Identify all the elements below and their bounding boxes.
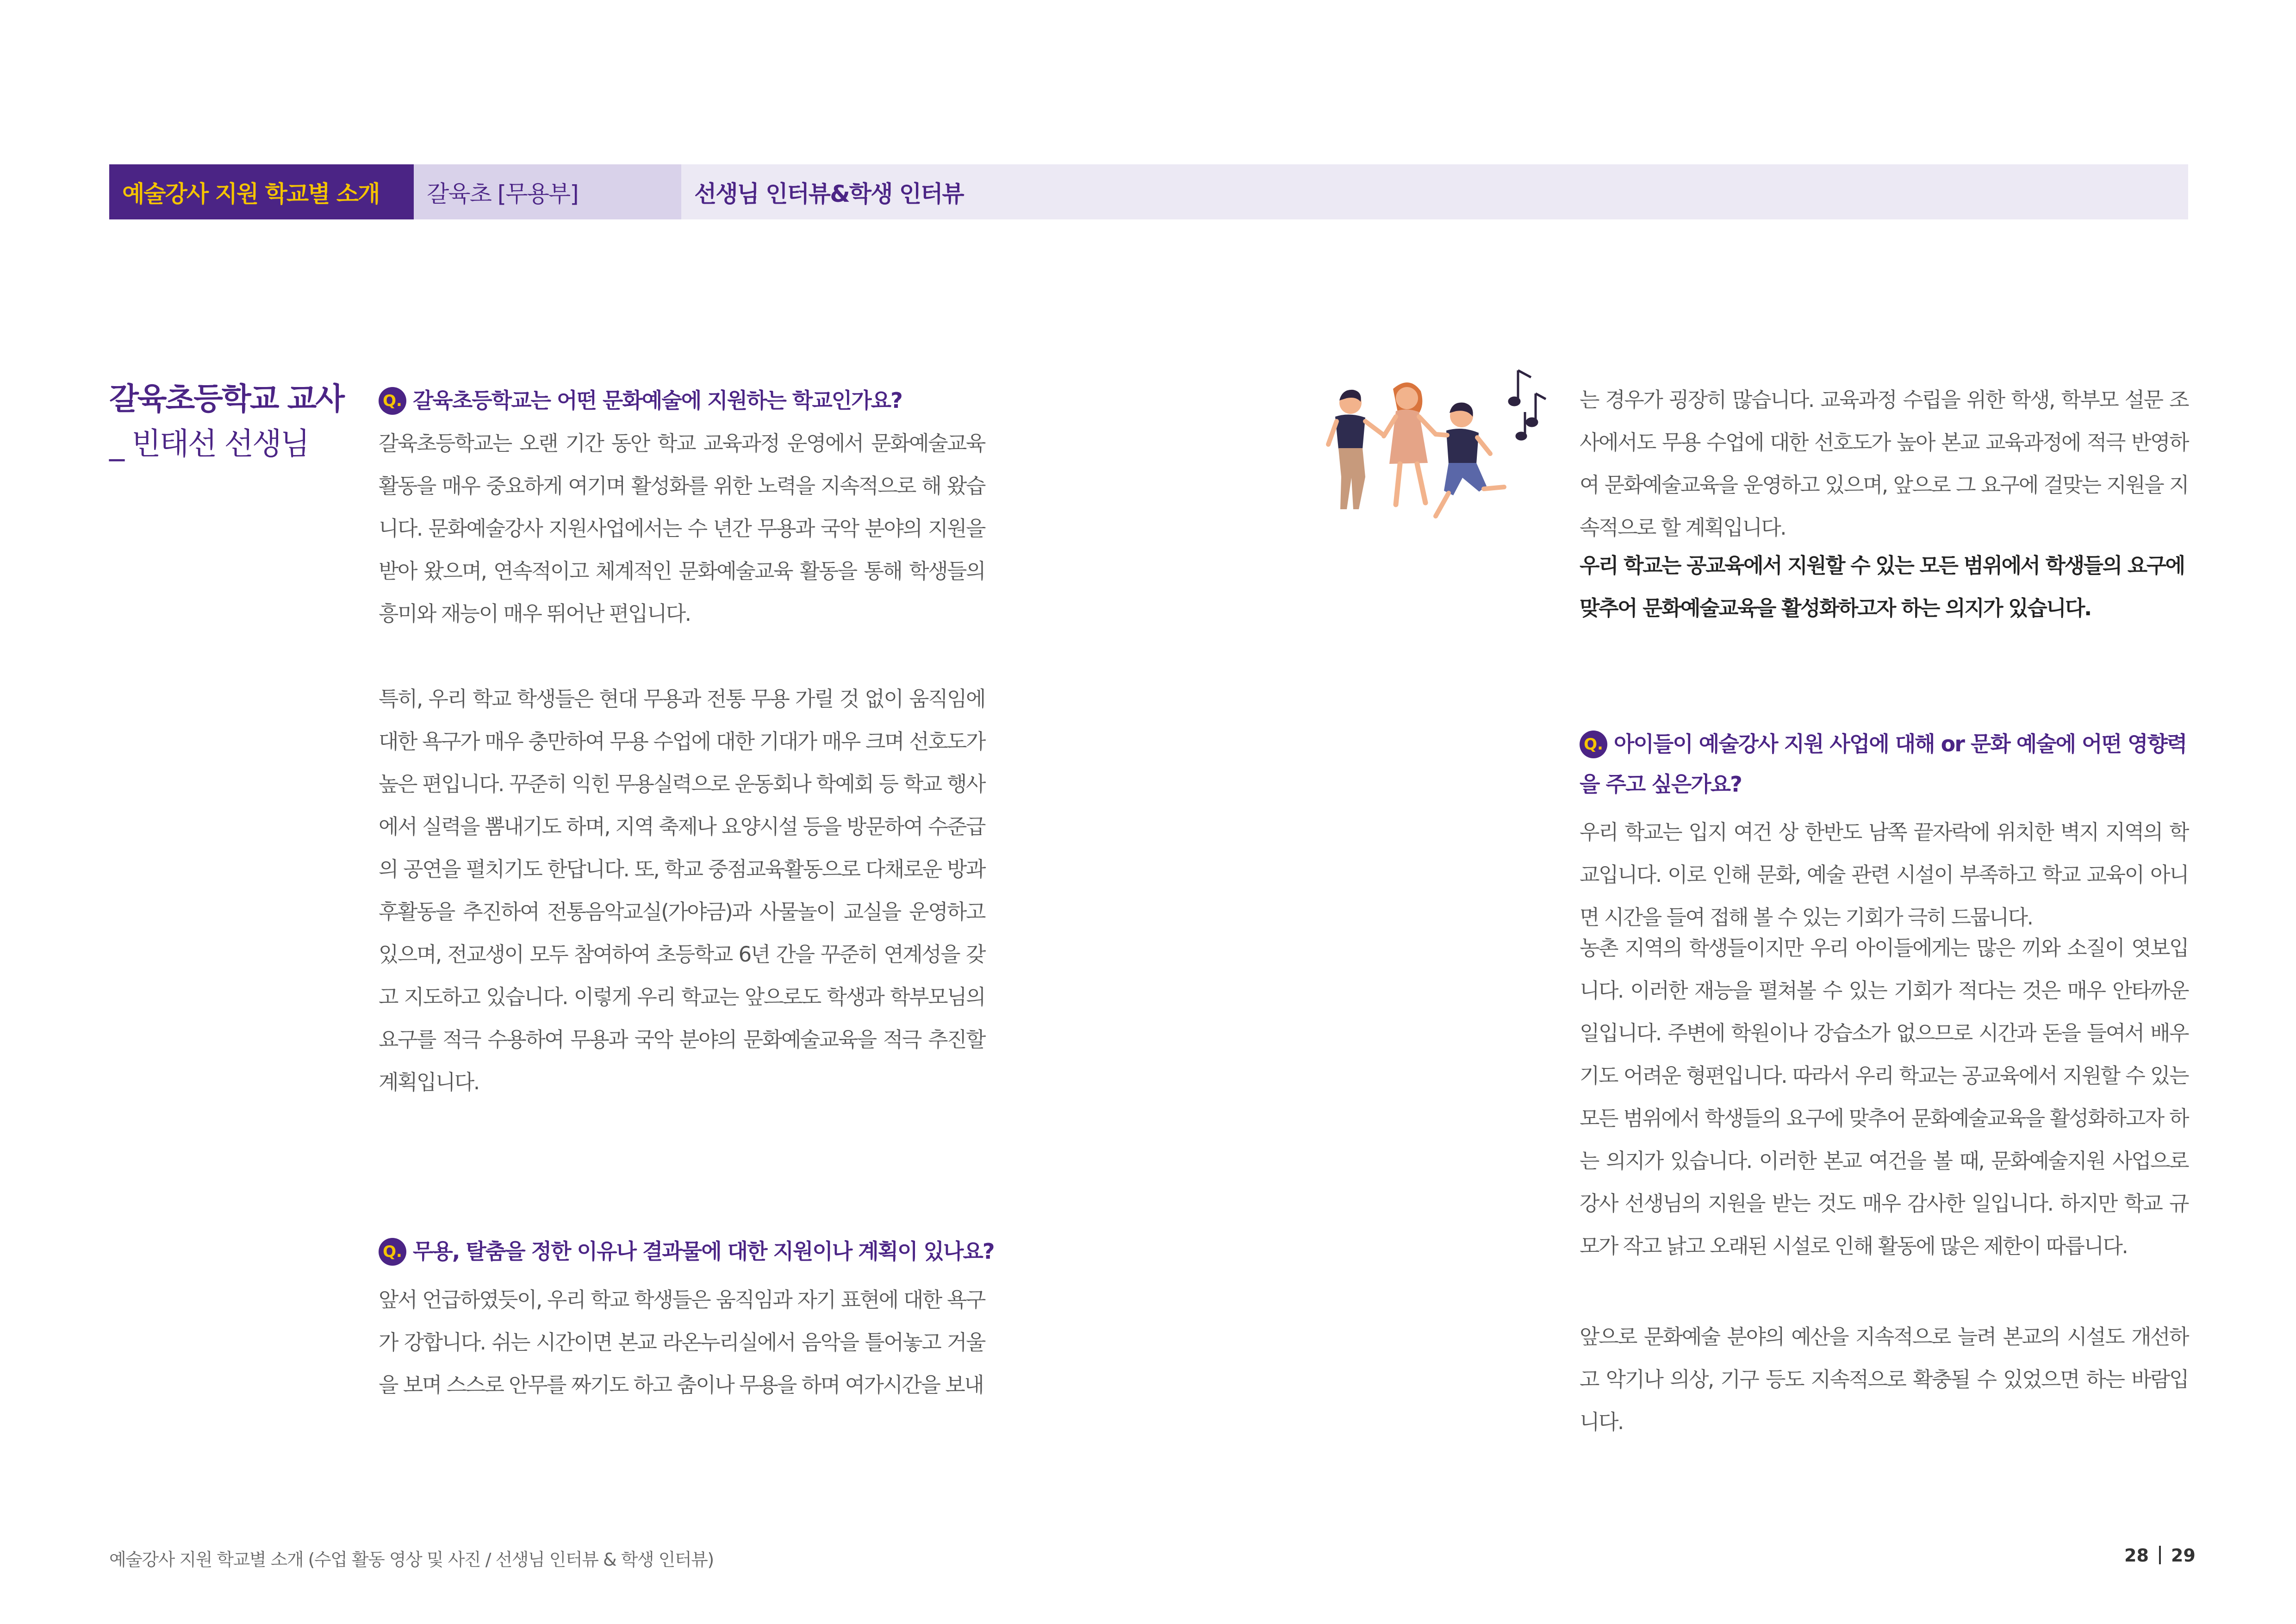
page-title: 갈육초등학교 교사: [109, 381, 344, 417]
question-1-heading: Q. 갈육초등학교는 어떤 문화예술에 지원하는 학교인가요?: [379, 381, 994, 421]
header-topic-label: 선생님 인터뷰&학생 인터뷰: [681, 164, 2188, 219]
page-number-left: 28: [2124, 1545, 2149, 1566]
question-2-heading: Q. 무용, 탈춤을 정한 이유나 결과물에 대한 지원이나 계획이 있나요?: [379, 1231, 994, 1272]
question-2-answer-continuation: 는 경우가 굉장히 많습니다. 교육과정 수립을 위한 학생, 학부모 설문 조사에서도 무용 수업에 대한 선호도가 높아 본교 교육과정에 적극 반영하여 문화예술교육을 운영하고 있으며, 앞으로 그 요구에 걸맞는 지원을 지속적으로 할 계획입니다.: [1580, 387, 2188, 540]
question-1-answer-paragraph-2: 특히, 우리 학교 학생들은 현대 무용과 전통 무용 가릴 것 없이 움직임에 대한 욕구가 매우 충만하여 무용 수업에 대한 기대가 매우 크며 선호도가 높은 편입니다. 꾸준히 익힌 무용실력으로 운동회나 학예회 등 학교 행사에서 실력을 뽐내기도 하며, 지역 축제나 요양시설 등을 방문하여 수준급의 공연을 펼치기도 한답니다. 또, 학교 중점교육활동으로 다채로운 방과후활동을 추진하여 전통음악교실(가야금)과 사물놀이 교실을 운영하고 있으며, 전교생이 모두 참여하여 초등학교 6년 간을 꾸준히 연계성을 갖고 지도하고 있습니다. 이렇게 우리 학교는 앞으로도 학생과 학부모님의 요구를 적극 수용하여 무용과 국악 분야의 문화예술교육을 적극 추진할 계획입니다.: [379, 687, 985, 1094]
child-right: [1436, 402, 1504, 516]
page-number-right: 29: [2171, 1545, 2196, 1566]
header-section-label: 예술강사 지원 학교별 소개: [109, 164, 414, 219]
footer-caption: 예술강사 지원 학교별 소개 (수업 활동 영상 및 사진 / 선생님 인터뷰 & 학생 인터뷰): [109, 1549, 714, 1570]
dancing-children-icon: [1314, 356, 1555, 523]
page-separator: [2159, 1546, 2161, 1564]
question-3-heading: Q. 아이들이 예술강사 지원 사업에 대해 or 문화 예술에 어떤 영향력을 주고 싶은가요?: [1580, 731, 2187, 797]
music-note-icon: [1509, 370, 1546, 439]
question-3-answer-paragraph-3: 앞으로 문화예술 분야의 예산을 지속적으로 늘려 본교의 시설도 개선하고 악기나 의상, 기구 등도 지속적으로 확충될 수 있었으면 하는 바람입니다.: [1580, 1324, 2188, 1434]
question-2-answer-paragraph-1: 앞서 언급하였듯이, 우리 학교 학생들은 움직임과 자기 표현에 대한 욕구가 강합니다. 쉬는 시간이면 본교 라온누리실에서 음악을 틀어놓고 거울을 보며 스스로 안무를 짜기도 하고 춤이나 무용을 하며 여가시간을 보내: [379, 1287, 985, 1397]
question-3-answer-paragraph-1: 우리 학교는 입지 여건 상 한반도 남쪽 끝자락에 위치한 벽지 지역의 학교입니다. 이로 인해 문화, 예술 관련 시설이 부족하고 학교 교육이 아니면 시간을 들여 접해 볼 수 있는 기회가 극히 드뭅니다.: [1580, 820, 2188, 930]
child-left: [1328, 390, 1384, 509]
question-3-answer-paragraph-2: 농촌 지역의 학생들이지만 우리 아이들에게는 많은 끼와 소질이 엿보입니다. 이러한 재능을 펼쳐볼 수 있는 기회가 적다는 것은 매우 안타까운 일입니다. 주변에 학원이나 강습소가 없으므로 시간과 돈을 들여서 배우기도 어려운 형편입니다. 따라서 우리 학교는 공교육에서 지원할 수 있는 모든 범위에서 학생들의 요구에 맞추어 문화예술교육을 활성화하고자 하는 의지가 있습니다. 이러한 본교 여건을 볼 때, 문화예술지원 사업으로 강사 선생님의 지원을 받는 것도 매우 감사한 일입니다. 하지만 학교 규모가 작고 낡고 오래된 시설로 인해 활동에 많은 제한이 따릅니다.: [1580, 936, 2188, 1258]
q-badge-icon: Q.: [379, 387, 406, 415]
page-subtitle: _ 빈태선 선생님: [109, 426, 309, 462]
question-1-answer-paragraph-1: 갈육초등학교는 오랜 기간 동안 학교 교육과정 운영에서 문화예술교육활동을 매우 중요하게 여기며 활성화를 위한 노력을 지속적으로 해 왔습니다. 문화예술강사 지원사업에서는 수 년간 무용과 국악 분야의 지원을 받아 왔으며, 연속적이고 체계적인 문화예술교육 활동을 통해 학생들의 흥미와 재능이 매우 뛰어난 편입니다.: [379, 431, 985, 626]
child-middle: [1384, 382, 1436, 505]
header-school-label: 갈육초 [무용부]: [414, 164, 681, 219]
page-numbers: [2124, 1545, 2196, 1566]
question-2-highlight-statement: 우리 학교는 공교육에서 지원할 수 있는 모든 범위에서 학생들의 요구에 맞추어 문화예술교육을 활성화하고자 하는 의지가 있습니다.: [1580, 553, 2184, 620]
q-badge-icon: Q.: [1580, 731, 1607, 758]
q-badge-icon: Q.: [379, 1238, 406, 1266]
